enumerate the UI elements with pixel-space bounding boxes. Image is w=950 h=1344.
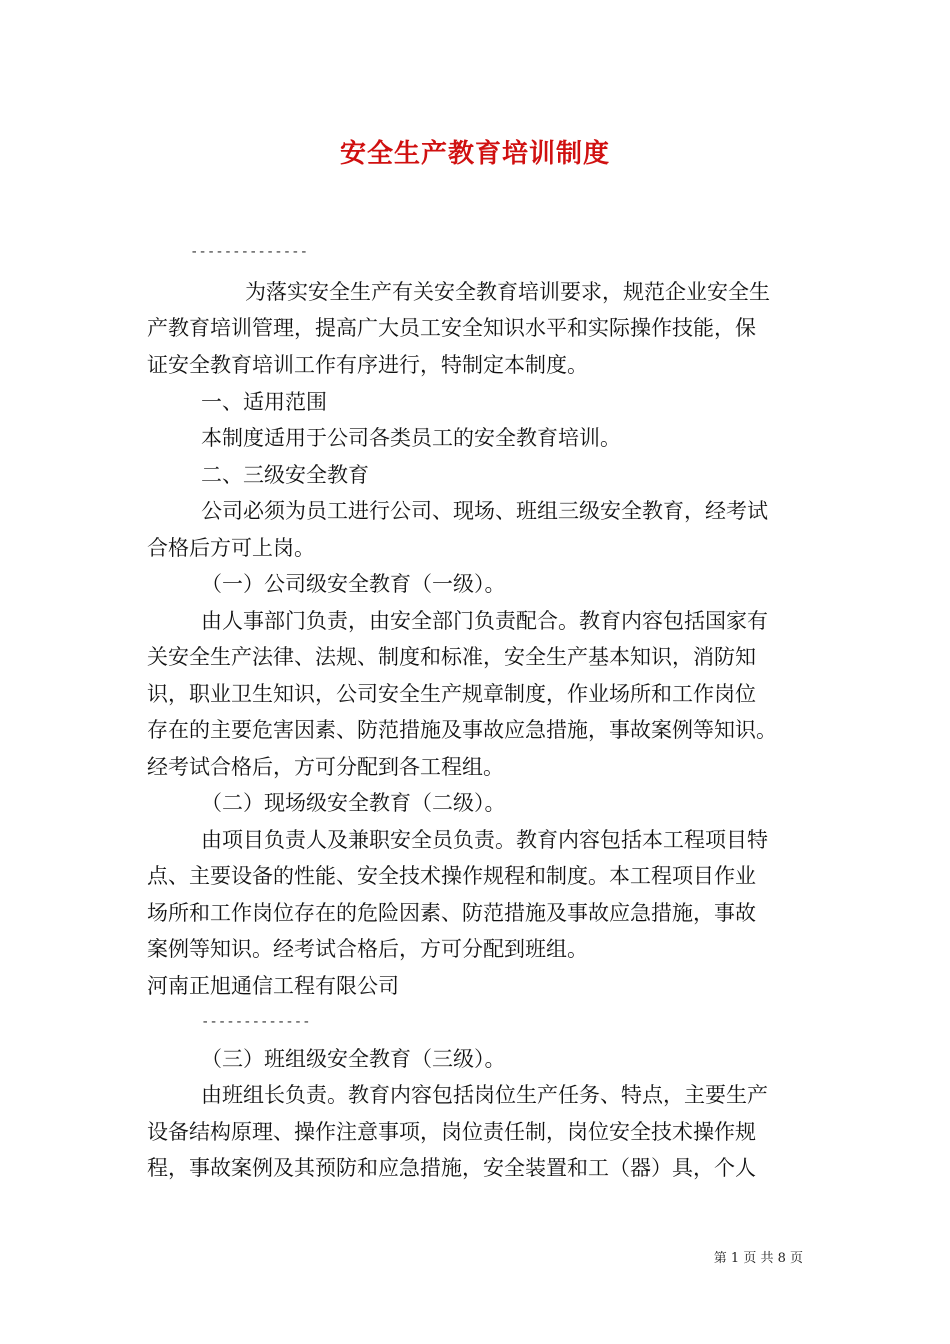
- paragraph-line: 公司必须为员工进行公司、现场、班组三级安全教育，经考试: [201, 499, 768, 523]
- section-heading: 二、三级安全教育: [201, 463, 369, 487]
- subsection-heading: （三）班组级安全教育（三级）。: [201, 1047, 506, 1071]
- paragraph-line: 识，职业卫生知识，公司安全生产规章制度，作业场所和工作岗位: [147, 682, 756, 706]
- paragraph-line: 存在的主要危害因素、防范措施及事故应急措施，事故案例等知识。: [147, 718, 777, 742]
- paragraph-line: 合格后方可上岗。: [147, 536, 315, 560]
- paragraph-line: 点、主要设备的性能、安全技术操作规程和制度。本工程项目作业: [147, 864, 756, 888]
- paragraph-line: 由项目负责人及兼职安全员负责。教育内容包括本工程项目特: [201, 828, 768, 852]
- paragraph-line: 为落实安全生产有关安全教育培训要求，规范企业安全生: [245, 280, 770, 304]
- paragraph-line: 由人事部门负责，由安全部门负责配合。教育内容包括国家有: [201, 609, 768, 633]
- document-title: 安全生产教育培训制度: [339, 139, 610, 169]
- subsection-heading: （二）现场级安全教育（二级）。: [201, 791, 506, 815]
- paragraph-line: 经考试合格后，方可分配到各工程组。: [147, 755, 504, 779]
- section-heading: 一、适用范围: [201, 390, 327, 414]
- separator-line: -------------: [201, 1014, 311, 1030]
- subsection-heading: （一）公司级安全教育（一级）。: [201, 572, 506, 596]
- paragraph-line: 场所和工作岗位存在的危险因素、防范措施及事故应急措施，事故: [147, 901, 756, 925]
- paragraph-line: 由班组长负责。教育内容包括岗位生产任务、特点，主要生产: [201, 1083, 768, 1107]
- paragraph-line: 产教育培训管理，提高广大员工安全知识水平和实际操作技能，保: [147, 316, 756, 340]
- paragraph-line: 证安全教育培训工作有序进行，特制定本制度。: [147, 353, 588, 377]
- paragraph-line: 本制度适用于公司各类员工的安全教育培训。: [201, 426, 621, 450]
- paragraph-line: 案例等知识。经考试合格后，方可分配到班组。: [147, 937, 588, 961]
- company-name: 河南正旭通信工程有限公司: [147, 974, 399, 998]
- separator-line: --------------: [190, 244, 309, 260]
- paragraph-line: 关安全生产法律、法规、制度和标准，安全生产基本知识，消防知: [147, 645, 756, 669]
- paragraph-line: 程，事故案例及其预防和应急措施，安全装置和工（器）具，个人: [147, 1156, 756, 1180]
- paragraph-line: 设备结构原理、操作注意事项，岗位责任制，岗位安全技术操作规: [147, 1120, 756, 1144]
- page-number: 第 1 页 共 8 页: [713, 1251, 803, 1266]
